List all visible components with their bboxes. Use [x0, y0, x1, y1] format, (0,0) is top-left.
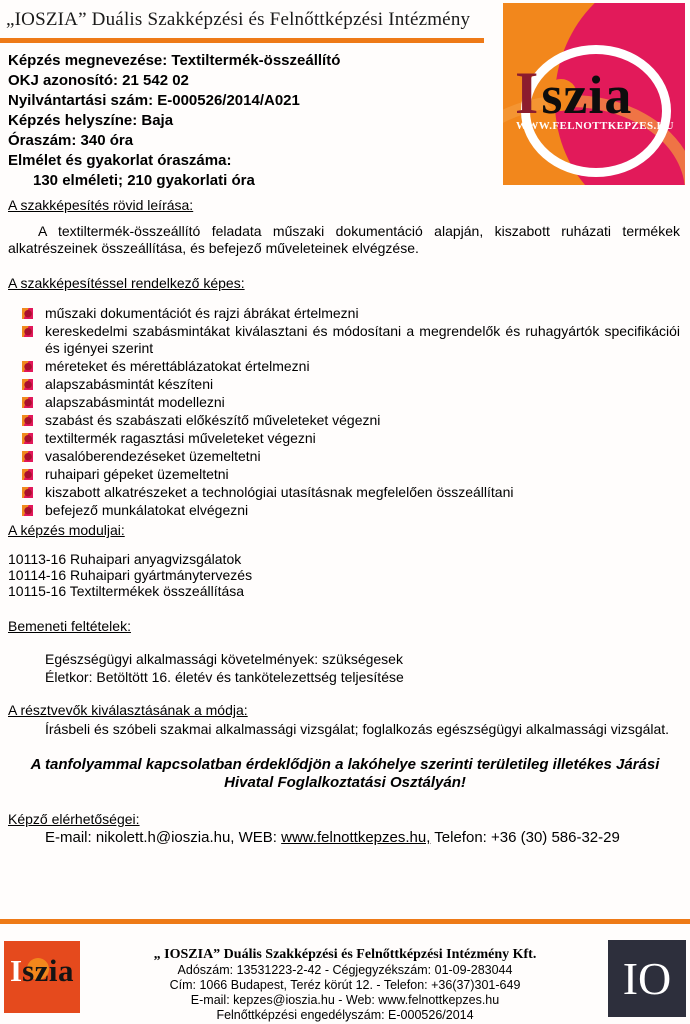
list-item-label: műszaki dokumentációt és rajzi ábrákat értelmezni: [45, 305, 359, 321]
footer-divider-rule: [0, 919, 690, 924]
list-item-label: kereskedelmi szabásmintákat kiválasztani és módosítani a megrendelők és ruhagyártók specifikációi és igényei szerint: [45, 323, 680, 356]
list-item: [8, 484, 680, 501]
list-item: [8, 502, 680, 519]
list-item: [8, 358, 680, 375]
entry-requirement-line: Életkor: Betöltött 16. életév és tankötelezettség teljesítése: [45, 669, 404, 685]
list-item-label: textiltermék ragasztási műveleteket végezni: [45, 430, 316, 446]
list-item: [8, 305, 680, 322]
contact-email-text: E-mail: nikolett.h@ioszia.hu, WEB:: [45, 829, 282, 846]
list-item-label: méreteket és mérettáblázatokat értelmezni: [45, 358, 310, 374]
logo-bullet-icon: [22, 361, 33, 372]
footer-permit-line: Felnőttképzési engedélyszám: E-000526/2014: [216, 1008, 474, 1022]
footer-logo-letter-i: I: [9, 953, 23, 988]
logo-bullet-icon: [22, 326, 33, 337]
short-description-text: A textiltermék-összeállító feladata műszaki dokumentáció alapján, kiszabott ruházati termékek alkatrészeinek összeállítása, és befejező műveleteinek elvégzése.: [8, 223, 680, 256]
footer-io-logo-text: IO: [622, 953, 672, 1004]
course-name: Képzés megnevezése: Textiltermék-összeállító: [8, 52, 341, 69]
course-registration-number: Nyilvántartási szám: E-000526/2014/A021: [8, 92, 300, 109]
list-item: [8, 448, 680, 465]
page-title: „IOSZIA” Duális Szakképzési és Felnőttképzési Intézmény: [6, 9, 471, 30]
logo-letter-i: I: [515, 60, 539, 126]
list-item: [8, 323, 680, 357]
title-underline-rule: [0, 38, 484, 43]
list-item-label: szabást és szabászati előkészítő műveleteket végezni: [45, 412, 381, 428]
website-link[interactable]: www.felnottkepzes.hu,: [281, 829, 431, 846]
list-item-label: vasalóberendezéseket üzemeltetni: [45, 448, 261, 464]
notice-text: A tanfolyammal kapcsolatban érdeklődjön a lakóhelye szerinti területileg illetékes Járási Hivatal Foglalkoztatási Osztályán!: [30, 756, 660, 791]
course-info: [8, 51, 488, 191]
module-item: 10114-16 Ruhaipari gyártmánytervezés: [8, 567, 253, 583]
list-item: [8, 394, 680, 411]
heading-entry-requirements: Bemeneti feltételek:: [8, 618, 131, 634]
course-location: Képzés helyszíne: Baja: [8, 112, 174, 129]
logo-bullet-icon: [22, 451, 33, 462]
course-okj-id: OKJ azonosító: 21 542 02: [8, 72, 189, 89]
logo-bullet-icon: [22, 469, 33, 480]
entry-requirement-line: Egészségügyi alkalmassági követelmények: szükségesek: [45, 651, 403, 667]
list-item-label: ruhaipari gépeket üzemeltetni: [45, 466, 229, 482]
module-item: 10115-16 Textiltermékek összeállítása: [8, 583, 245, 599]
abilities-list: [8, 305, 680, 519]
logo-bullet-icon: [22, 433, 33, 444]
list-item-label: alapszabásmintát modellezni: [45, 394, 225, 410]
logo-site-url: WWW.FELNOTTKEPZES.HU: [516, 120, 674, 132]
selection-method-text: Írásbeli és szóbeli szakmai alkalmassági vizsgálat; foglalkozás egészségügyi alkalmassági vizsgálat.: [45, 721, 670, 737]
list-item: [8, 376, 680, 393]
logo-bullet-icon: [22, 415, 33, 426]
list-item-label: befejező munkálatokat elvégezni: [45, 502, 249, 518]
footer-address-line: Cím: 1066 Budapest, Teréz körút 12. - Telefon: +36(37)301-649: [169, 978, 521, 992]
footer-logo-letters-szia: szia: [22, 953, 74, 988]
course-theory-label: Elmélet és gyakorlat óraszáma:: [8, 152, 232, 169]
logo-letters-szia: szia: [541, 65, 633, 125]
ioszia-logo: [503, 3, 685, 185]
heading-short-description: A szakképesítés rövid leírása:: [8, 197, 194, 213]
footer-logo-wordmark: [4, 954, 80, 988]
module-item: 10113-16 Ruhaipari anyagvizsgálatok: [8, 551, 242, 567]
logo-bullet-icon: [22, 379, 33, 390]
logo-bullet-icon: [22, 397, 33, 408]
logo-bullet-icon: [22, 505, 33, 516]
modules-list: [8, 551, 680, 599]
heading-abilities: A szakképesítéssel rendelkező képes:: [8, 275, 245, 291]
list-item: [8, 430, 680, 447]
footer-io-logo: [608, 940, 686, 1017]
contact-line: [8, 829, 680, 847]
list-item-label: alapszabásmintát készíteni: [45, 376, 214, 392]
footer-contact-block: [95, 946, 595, 1023]
contact-phone-text: Telefon: +36 (30) 586-32-29: [430, 829, 620, 846]
list-item: [8, 412, 680, 429]
footer-email-line: E-mail: kepzes@ioszia.hu - Web: www.felnottkepzes.hu: [190, 993, 500, 1007]
course-theory-value: 130 elméleti; 210 gyakorlati óra: [33, 172, 255, 189]
course-hours: Óraszám: 340 óra: [8, 132, 134, 149]
heading-contact: Képző elérhetőségei:: [8, 811, 140, 827]
footer-company-name: „ IOSZIA” Duális Szakképzési és Felnőttképzési Intézmény Kft.: [153, 947, 537, 962]
heading-modules: A képzés moduljai:: [8, 522, 125, 538]
logo-bullet-icon: [22, 487, 33, 498]
footer-tax-line: Adószám: 13531223-2-42 - Cégjegyzékszám: 01-09-283044: [177, 963, 513, 977]
footer-ioszia-logo: [4, 941, 80, 1013]
list-item-label: kiszabott alkatrészeket a technológiai utasításnak megfelelően összeállítani: [45, 484, 514, 500]
heading-selection-method: A résztvevők kiválasztásának a módja:: [8, 702, 248, 718]
list-item: [8, 466, 680, 483]
logo-bullet-icon: [22, 308, 33, 319]
entry-requirements: [8, 650, 680, 686]
